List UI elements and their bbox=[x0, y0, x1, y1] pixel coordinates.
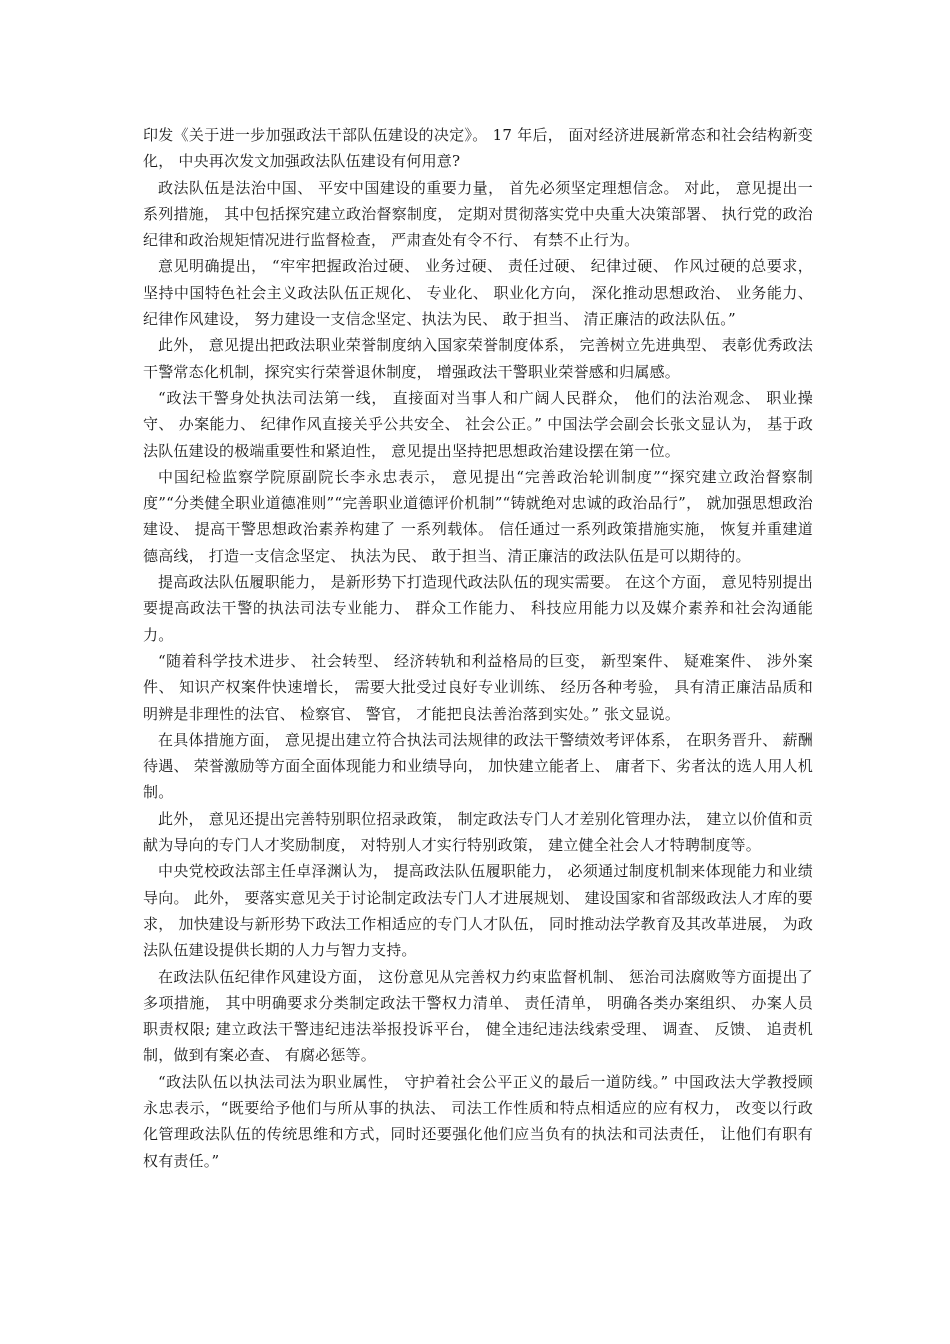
paragraph-general-requirements: 意见明确提出， “牢牢把握政治过硬、 业务过硬、 责任过硬、 纪律过硬、 作风过硬的总要求， 坚持中国特色社会主义政法队伍正规化、 专业化、 职业化方向， 深化推动思想政治、 业务能力、 纪律作风建设， 努力建设一支信念坚定、执法为民、 敢于担当、 清正廉洁的政法队伍。” bbox=[143, 257, 813, 329]
paragraph-intro: 印发《关于进一步加强政法干部队伍建设的决定》。 17 年后， 面对经济进展新常态和社会结构新变化， 中央再次发文加强政法队伍建设有何用意? bbox=[143, 126, 813, 171]
paragraph-political-ideals: 政法队伍是法治中国、 平安中国建设的重要力量， 首先必须坚定理想信念。 对此， 意见提出一系列措施， 其中包括探究建立政治督察制度， 定期对贯彻落实党中央重大决策部署、 执行党的政治纪律和政治规矩情况进行监督检查， 严肃查处有令不行、 有禁不止行为。 bbox=[143, 178, 813, 250]
article-body bbox=[143, 122, 813, 1174]
paragraph-gu-yongzhong: “政法队伍以执法司法为职业属性， 守护着社会公平正义的最后一道防线。” 中国政法大学教授顾永忠表示，“既要给予他们与所从事的执法、 司法工作性质和特点相适应的应有权力， 改变以行政化管理政法队伍的传统思维和方式，同时还要强化他们应当负有的执法和司法责任， 让他们有职有权有责任。” bbox=[143, 1072, 813, 1170]
paragraph-special-positions: 此外， 意见还提出完善特别职位招录政策， 制定政法专门人才差别化管理办法， 建立以价值和贡献为导向的专门人才奖励制度， 对特别人才实行特别政策， 建立健全社会人才特聘制度等。 bbox=[143, 809, 813, 855]
paragraph-zhuo-zeyuan: 中央党校政法部主任卓泽渊认为， 提高政法队伍履职能力， 必须通过制度机制来体现能力和业绩导向。 此外， 要落实意见关于讨论制定政法专门人才进展规划、 建设国家和省部级政法人才库的要求， 加快建设与新形势下政法工作相适应的专门人才队伍， 同时推动法学教育及其改革进展， 为政法队伍建设提供长期的人力与智力支持。 bbox=[143, 862, 813, 960]
paragraph-honor-system: 此外， 意见提出把政法职业荣誉制度纳入国家荣誉制度体系， 完善树立先进典型、 表彰优秀政法干警常态化机制，探究实行荣誉退休制度， 增强政法干警职业荣誉感和归属感。 bbox=[143, 336, 813, 381]
paragraph-zhang-wenxian-2: “随着科学技术进步、 社会转型、 经济转轨和利益格局的巨变， 新型案件、 疑难案件、 涉外案件、 知识产权案件快速增长， 需要大批受过良好专业训练、 经历各种考验， 具有清正廉洁品质和明辨是非理性的法官、 检察官、 警官， 才能把良法善治落到实处。” 张文显说。 bbox=[143, 651, 813, 723]
paragraph-li-yongzhong: 中国纪检监察学院原副院长李永忠表示， 意见提出“完善政治轮训制度”“探究建立政治督察制度”“分类健全职业道德准则”“完善职业道德评价机制”“铸就绝对忠诚的政治品行”， 就加强思想政治建设、 提高干警思想政治素养构建了 一系列载体。 信任通过一系列政策措施实施， 恢复并重建道德高线， 打造一支信念坚定、 执法为民、 敢于担当、清正廉洁的政法队伍是可以期待的。 bbox=[143, 467, 813, 565]
paragraph-specific-measures: 在具体措施方面， 意见提出建立符合执法司法规律的政法干警绩效考评体系， 在职务晋升、 薪酬待遇、 荣誉激励等方面全面体现能力和业绩导向， 加快建立能者上、 庸者下、劣者汰的选人用人机制。 bbox=[143, 730, 813, 802]
paragraph-discipline: 在政法队伍纪律作风建设方面， 这份意见从完善权力约束监督机制、 惩治司法腐败等方面提出了 多项措施， 其中明确要求分类制定政法干警权力清单、 责任清单， 明确各类办案组织、 办案人员职责权限; 建立政法干警违纪违法举报投诉平台， 健全违纪违法线索受理、 调查、 反馈、 追责机制，做到有案必查、 有腐必惩等。 bbox=[143, 967, 813, 1065]
paragraph-zhang-wenxian-quote: “政法干警身处执法司法第一线， 直接面对当事人和广阔人民群众， 他们的法治观念、 职业操守、 办案能力、 纪律作风直接关乎公共安全、 社会公正。” 中国法学会副会长张文显认为， 基于政法队伍建设的极端重要性和紧迫性， 意见提出坚持把思想政治建设摆在第一位。 bbox=[143, 388, 813, 460]
paragraph-capability: 提高政法队伍履职能力， 是新形势下打造现代政法队伍的现实需要。 在这个方面， 意见特别提出要提高政法干警的执法司法专业能力、 群众工作能力、 科技应用能力以及媒介素养和社会沟通能力。 bbox=[143, 573, 813, 644]
